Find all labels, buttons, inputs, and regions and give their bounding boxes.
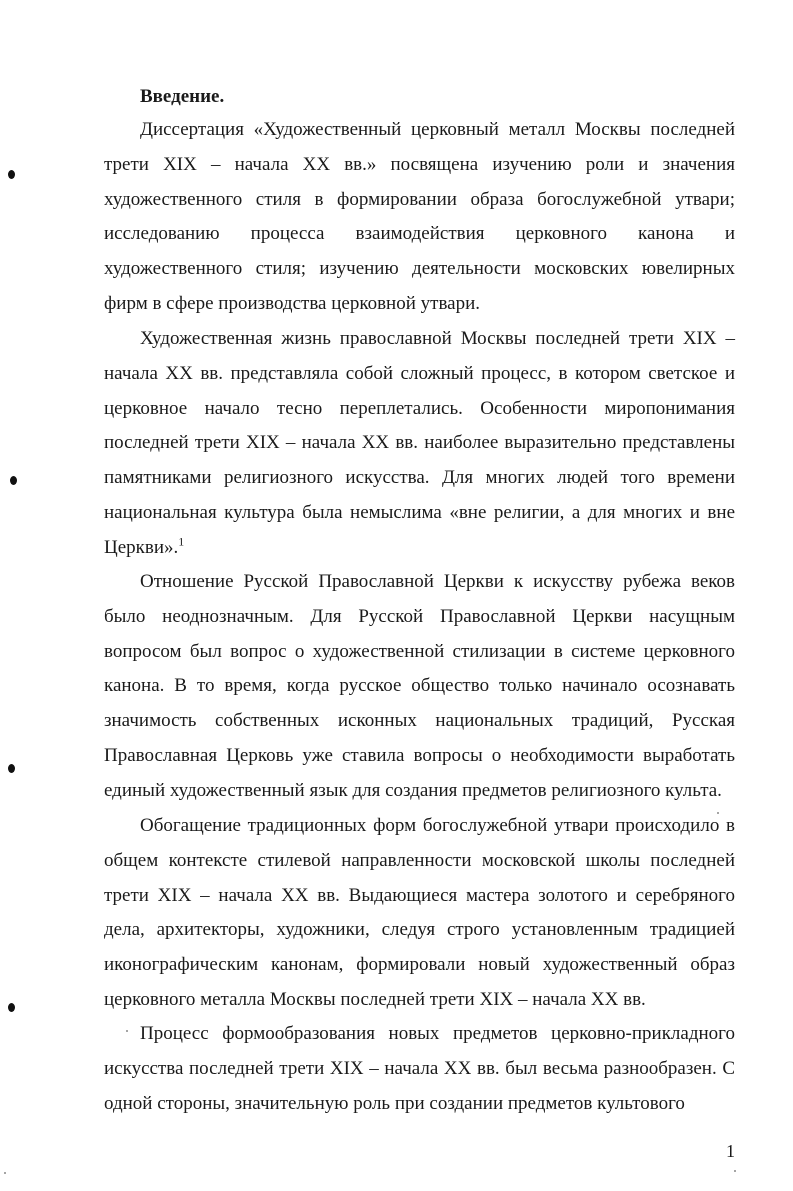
paragraph-text: Обогащение традиционных форм богослужебной утвари происходило в общем контексте стилевой направленности московской школы последней трети XIX – начала XX вв. Выдающиеся мастера золотого и серебряного дела, архитекторы, художники, следуя строго установленным традицией иконографическим канонам, формировали новый художественный образ церковного металла Москвы последней трети XIX – начала XX вв.: [104, 815, 735, 1010]
scan-speck: [4, 1172, 6, 1174]
scan-speck: [734, 1170, 736, 1172]
section-heading: Введение.: [140, 86, 225, 107]
paragraph: [104, 113, 735, 322]
paragraph-text: Художественная жизнь православной Москвы последней трети XIX – начала XX вв. представляла собой сложный процесс, в котором светское и церковное начало тесно переплетались. Особенности миропонимания последней трети XIX – начала XX вв. наиболее выразительно представлены памятниками религиозного искусства. Для многих людей того времени национальная культура была немыслима «вне религии, а для многих и вне Церкви».: [104, 328, 735, 558]
paragraph: [104, 809, 735, 1018]
paragraph-text: Диссертация «Художественный церковный металл Москвы последней трети XIX – начала XX вв.» посвящена изучению роли и значения художественного стиля в формировании образа богослужебной утвари; исследованию процесса взаимодействия церковного канона и художественного стиля; изучению деятельности московских ювелирных фирм в сфере производства церковной утвари.: [104, 119, 735, 314]
footnote-marker[interactable]: 1: [178, 534, 185, 549]
punch-hole-mark: [8, 764, 15, 773]
paragraph-text: Отношение Русской Православной Церкви к искусству рубежа веков было неоднозначным. Для Русской Православной Церкви насущным вопросом был вопрос о художественной стилизации в системе церковного канона. В то время, когда русское общество только начинало осознавать значимость собственных исконных национальных традиций, Русская Православная Церковь уже ставила вопросы о необходимости выработать единый художественный язык для создания предметов религиозного культа.: [104, 571, 735, 801]
punch-hole-mark: [8, 170, 15, 179]
paragraph: [104, 322, 735, 566]
paragraph: [104, 1017, 735, 1121]
paragraph: [104, 565, 735, 809]
punch-hole-mark: [8, 1003, 15, 1012]
paragraph-text: Процесс формообразования новых предметов церковно-прикладного искусства последней трети XIX – начала XX вв. был весьма разнообразен. С одной стороны, значительную роль при создании предметов культового: [104, 1023, 735, 1114]
punch-hole-mark: [10, 476, 17, 485]
page-number: 1: [726, 1141, 735, 1161]
